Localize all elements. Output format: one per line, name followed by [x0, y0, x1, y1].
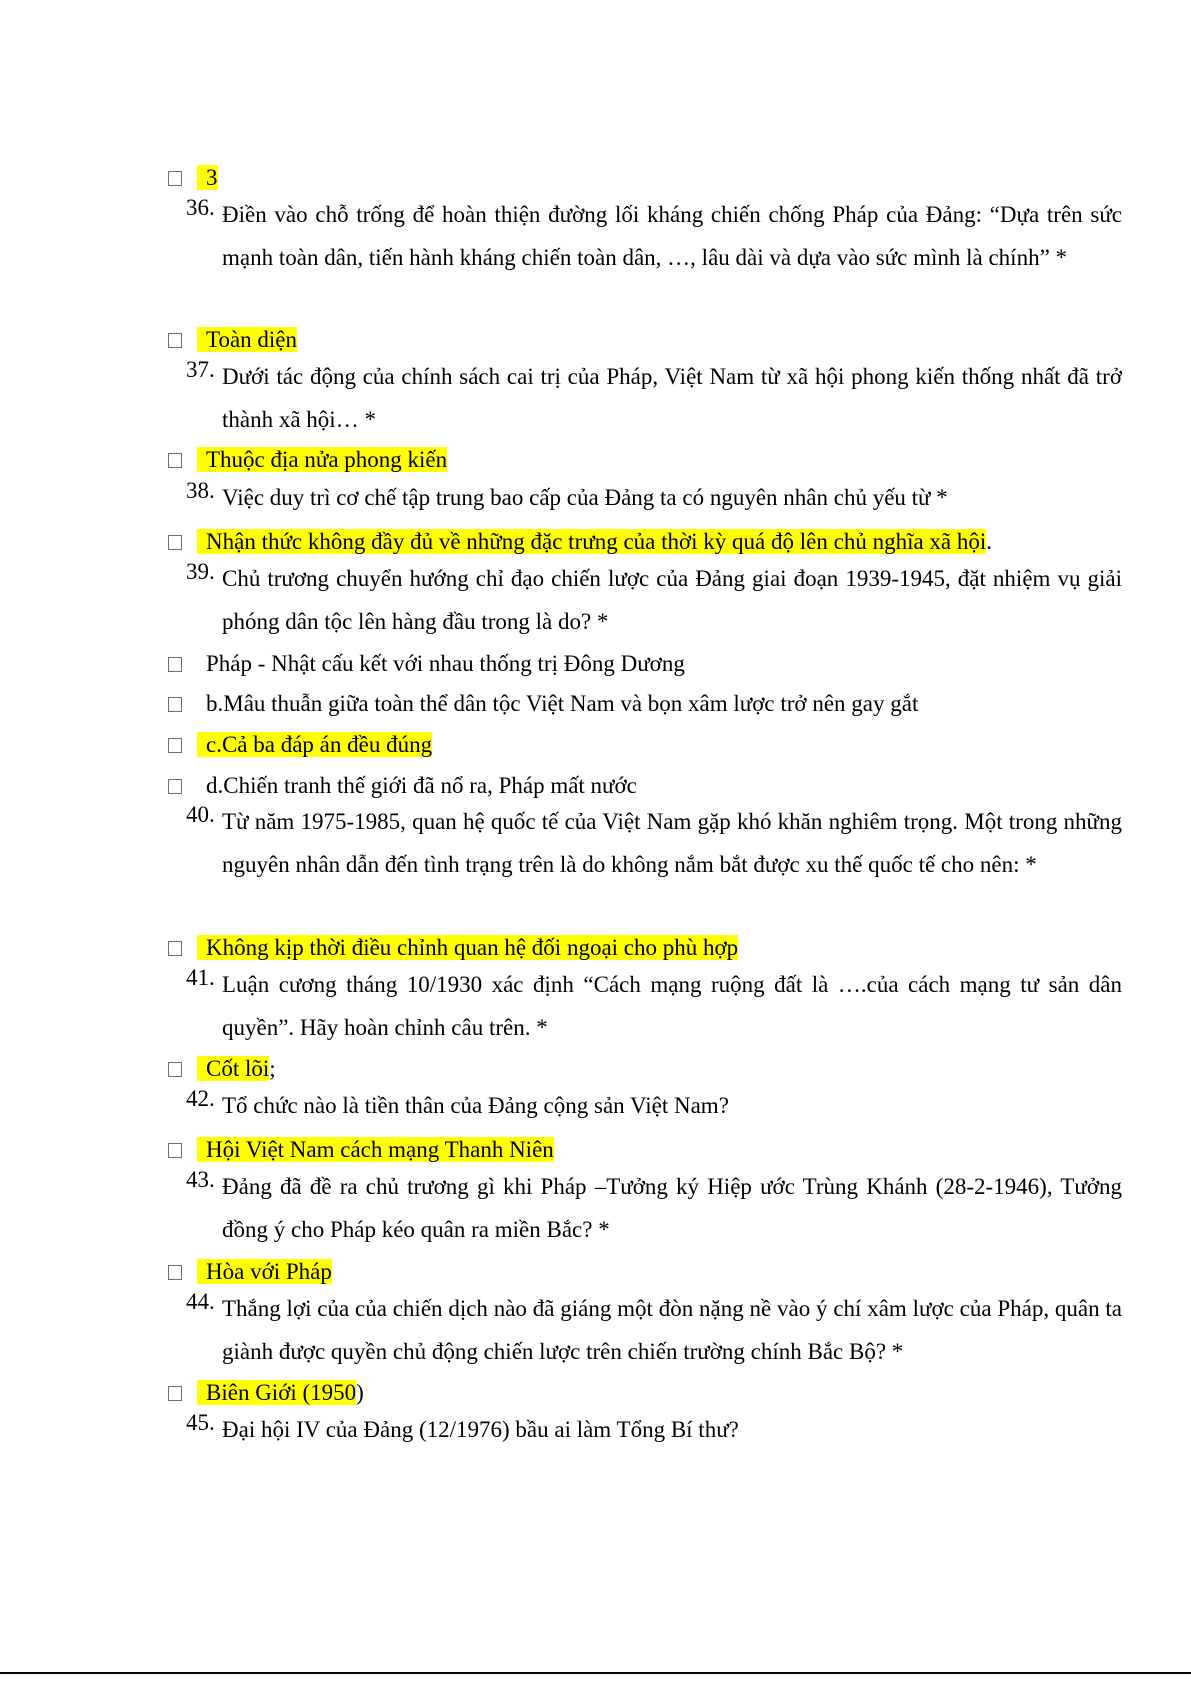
answer-option	[168, 689, 918, 719]
answer-option	[168, 1257, 332, 1287]
checkbox-icon[interactable]	[168, 535, 182, 550]
option-text: b.Mâu thuẫn giữa toàn thể dân tộc Việt Nam và bọn xâm lược trở nên gay gắt	[206, 691, 919, 716]
answer-option	[168, 649, 685, 679]
highlighted-answer: Biên Giới (1950	[197, 1380, 356, 1405]
checkbox-icon[interactable]	[168, 333, 182, 348]
question-number: 41.	[186, 965, 215, 990]
question-number: 44.	[186, 1289, 215, 1314]
question-text: Luận cương tháng 10/1930 xác định “Cách mạng ruộng đất là ….của cách mạng tư sản dân quyền”. Hãy hoàn chỉnh câu trên. *	[222, 972, 1122, 1040]
highlighted-answer: Nhận thức không đầy đủ về những đặc trưng của thời kỳ quá độ lên chủ nghĩa xã hội	[197, 529, 986, 554]
highlighted-answer: 3	[197, 165, 218, 190]
checkbox-icon[interactable]	[168, 779, 182, 794]
answer-option	[168, 163, 218, 193]
answer-option: Biên Giới (1950)	[168, 1378, 364, 1408]
question-text: Điền vào chỗ trống để hoàn thiện đường lối kháng chiến chống Pháp của Đảng: “Dựa trên sức mạnh toàn dân, tiến hành kháng chiến toàn dân, …, lâu dài và dựa vào sức mình là chính” *	[222, 202, 1122, 270]
answer-option	[168, 730, 432, 760]
footer-divider	[0, 1672, 1191, 1674]
answer-option: Cốt lõi;	[168, 1054, 276, 1084]
checkbox-icon[interactable]	[168, 697, 182, 712]
answer-option	[168, 325, 297, 355]
question-text: Việc duy trì cơ chế tập trung bao cấp của Đảng ta có nguyên nhân chủ yếu từ *	[222, 485, 948, 510]
answer-option: Nhận thức không đầy đủ về những đặc trưng của thời kỳ quá độ lên chủ nghĩa xã hội.	[168, 527, 992, 557]
highlighted-answer: Toàn diện	[197, 327, 297, 352]
question-number: 40.	[186, 802, 215, 827]
question-text: Từ năm 1975-1985, quan hệ quốc tế của Việt Nam gặp khó khăn nghiêm trọng. Một trong những nguyên nhân dẫn đến tình trạng trên là do không nắm bắt được xu thế quốc tế cho nên: *	[222, 809, 1122, 877]
question-text: Tổ chức nào là tiền thân của Đảng cộng sản Việt Nam?	[222, 1093, 729, 1118]
highlighted-answer: Cốt lõi	[197, 1056, 269, 1081]
question-text: Đại hội IV của Đảng (12/1976) bầu ai làm Tổng Bí thư?	[222, 1417, 739, 1442]
highlighted-answer: c.Cả ba đáp án đều đúng	[197, 732, 432, 757]
checkbox-icon[interactable]	[168, 1265, 182, 1280]
question-number: 42.	[186, 1086, 215, 1111]
question-number: 43.	[186, 1167, 215, 1192]
question-number: 39.	[186, 559, 215, 584]
highlighted-answer: Không kịp thời điều chỉnh quan hệ đối ngoại cho phù hợp	[197, 935, 738, 960]
question-text: Dưới tác động của chính sách cai trị của Pháp, Việt Nam từ xã hội phong kiến thống nhất đã trở thành xã hội… *	[222, 364, 1122, 432]
question-number: 38.	[186, 478, 215, 503]
answer-option	[168, 445, 447, 475]
answer-option	[168, 1135, 554, 1165]
highlighted-answer: Thuộc địa nửa phong kiến	[197, 447, 447, 472]
checkbox-icon[interactable]	[168, 738, 182, 753]
checkbox-icon[interactable]	[168, 1143, 182, 1158]
checkbox-icon[interactable]	[168, 1062, 182, 1077]
question-text: Chủ trương chuyển hướng chỉ đạo chiến lược của Đảng giai đoạn 1939-1945, đặt nhiệm vụ giải phóng dân tộc lên hàng đầu trong là do? *	[222, 566, 1122, 634]
question-number: 36.	[186, 195, 215, 220]
highlighted-answer: Hội Việt Nam cách mạng Thanh Niên	[197, 1137, 554, 1162]
checkbox-icon[interactable]	[168, 171, 182, 186]
checkbox-icon[interactable]	[168, 1386, 182, 1401]
question-number: 37.	[186, 357, 215, 382]
answer-option	[168, 933, 738, 963]
highlighted-answer: Hòa với Pháp	[197, 1259, 332, 1284]
question-text: Thắng lợi của của chiến dịch nào đã giáng một đòn nặng nề vào ý chí xâm lược của Pháp, quân ta giành được quyền chủ động chiến lược trên chiến trường chính Bắc Bộ? *	[222, 1296, 1122, 1364]
question-number: 45.	[186, 1410, 215, 1435]
option-text: Pháp - Nhật cấu kết với nhau thống trị Đông Dương	[206, 651, 685, 676]
answer-option	[168, 771, 637, 801]
checkbox-icon[interactable]	[168, 657, 182, 672]
checkbox-icon[interactable]	[168, 453, 182, 468]
option-text: d.Chiến tranh thế giới đã nổ ra, Pháp mất nước	[206, 773, 637, 798]
checkbox-icon[interactable]	[168, 941, 182, 956]
question-text: Đảng đã đề ra chủ trương gì khi Pháp –Tưởng ký Hiệp ước Trùng Khánh (28-2-1946), Tưởng đồng ý cho Pháp kéo quân ra miền Bắc? *	[222, 1174, 1122, 1242]
